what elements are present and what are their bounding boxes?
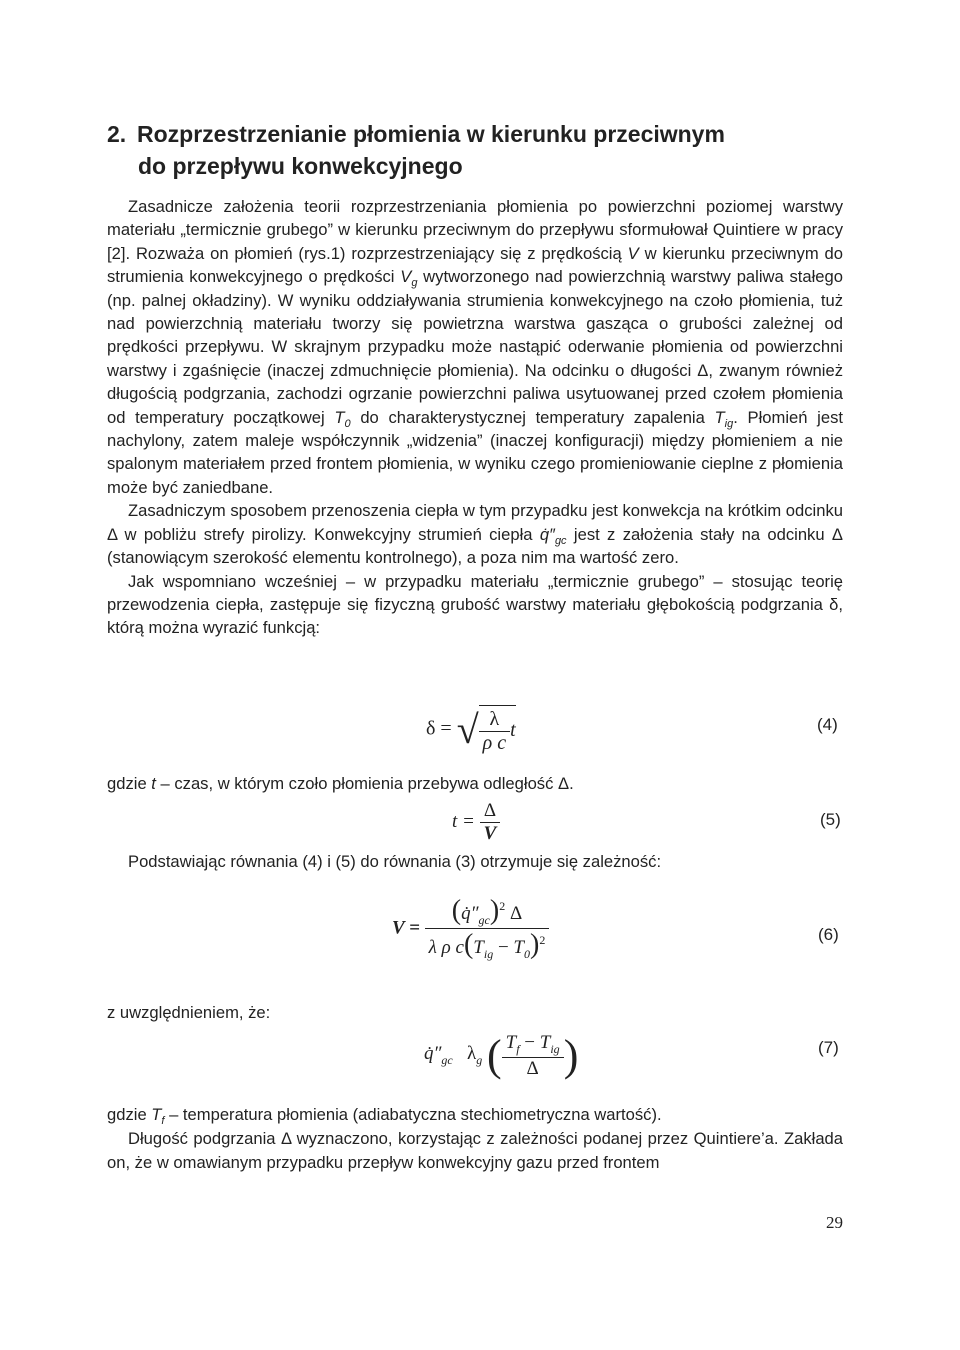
eq6-denominator: λ ρ $c(T_{ig} - T_0)^2$ [425,928,550,962]
eq6-den-pow: 2 [539,933,546,947]
var-q-sub: gc [554,534,567,547]
p1-text-b: w kierunku przeciwnym do strumienia konwekcyjnego o prędkości [107,243,844,287]
eq7-Tf-sub: f [516,1041,520,1056]
text-after-eq4 [107,772,574,795]
p2-text-b: jest z założenia stały na odcinku Δ (stanowiącym szerokość elementu kontrolnego), a poza nim ma wartość zero. [107,524,843,568]
text-after-eq7 [107,1103,843,1127]
bottom-text [107,1103,843,1174]
eq7-minus: − [519,1031,540,1053]
var-T0-sub: 0 [344,417,351,430]
equation-7: $q̇''_{gc}$ $\lambda_g$ ( $\frac{T_f - T_{ig}}{\Delta}$ ) [424,1031,579,1080]
p1-text-e: . Płomień jest nachylony, zatem maleje współczynnik „widzenia” (inaczej konfiguracji) między płomieniem a nie spalonym materiałem przed frontem płomienia, w wyniku czego promieniowanie cieplne z płomienia może być zaniedbane. [107,407,843,497]
page-number: 29 [826,1213,843,1232]
text-before-eq6: Podstawiając równania (4) i (5) do równania (3) otrzymuje się zależność: [128,852,662,871]
eq6-den-a: λ ρ c [428,937,464,958]
eq6-q-pow: 2 [499,899,506,913]
text-before-eq7: z uwzględnieniem, że: [107,1003,271,1022]
eq5-frac [480,800,501,845]
section-heading [107,118,847,182]
eq4-tail: t [510,719,516,742]
var-Vg-sub: g [411,277,418,290]
eq6-T0: T [513,937,524,958]
eq5-lhs: t = [452,810,475,832]
p2-text-a: Zasadniczym sposobem przenoszenia ciepła w tym przypadku jest konwekcja na krótkim odcinku Δ w pobliżu strefy pirolizy. Konwekcyjny strumień ciepła [107,501,843,544]
p1-text-c: wytworzonego nad powierzchnią warstwy paliwa stałego (np. palnej okładziny). W wyniku oddziaływania strumienia konwekcyjnego na czoło płomienia, tuż nad powierzchnią materiału tworzy się powietrzna warstwa gasząca o grubości zależnej od prędkości przepływu. W skrajnym przypadku może nastąpić oderwanie płomienia od powierzchni warstwy i zgaśnięcie (inaczej zdmuchnięcie płomienia). Na odcinku o długości Δ, zwanym również długością podgrzania, zachodzi ogrzanie powierzchni paliwa usytuowanej przed czołem płomienia od temperatury początkowej [107,267,843,427]
eq7-q-sub: gc [441,1053,453,1067]
eq6-q-sub: gc [478,913,490,927]
eq6-numerator: $(q̇''_{gc})^2$ Δ [451,895,523,927]
var-Tig: T [714,407,725,427]
var-Tig-sub: ig [724,417,734,430]
after-eq4-a: gdzie [107,774,152,793]
eq7-frac [502,1032,564,1080]
equation-5 [452,800,500,845]
eq7-lambda: λ [467,1043,477,1064]
paragraph-2 [107,499,843,569]
var-q: q̇″ [539,524,555,544]
eq5-number: (5) [820,810,841,829]
eq7-den: Δ [502,1057,564,1080]
var-Vg: V [400,267,412,287]
eq4-number: (4) [817,715,838,734]
eq7-number: (7) [818,1038,839,1057]
sqrt-body [479,705,516,755]
eq6-frac [425,895,550,962]
eq6-lhs: V = [392,917,420,939]
after-eq7-b: – temperatura płomienia (adiabatyczna stechiometryczna wartość). [164,1105,662,1124]
eq7-q: q̇″ [424,1043,442,1064]
section-title-line1: Rozprzestrzenianie płomienia w kierunku przeciwnym [137,121,725,147]
var-T0: T [334,407,345,427]
sqrt-sign-icon: √ [456,707,479,752]
eq6-q: q̇″ [461,903,479,924]
eq4-den: ρ c [479,731,510,755]
after-eq7-T: T [151,1105,162,1124]
eq7-Tf: T [505,1031,517,1053]
eq4-frac [479,708,510,755]
eq6-minus: − [493,937,514,958]
section-title-line2: do przepływu konwekcyjnego [138,153,463,179]
paragraph-last: Długość podgrzania Δ wyznaczono, korzystając z zależności podanej przez Quintiere’a. Zakłada on, że w omawianym przypadku przepływ konwekcyjny gazu przed frontem [107,1128,843,1172]
eq6-Tig: T [473,937,484,958]
eq4-lhs: δ = [426,717,452,740]
var-V: V [627,243,639,263]
eq6-number: (6) [818,925,839,944]
after-eq7-sub: f [161,1115,165,1127]
eq7-num [502,1032,564,1057]
after-eq4-b: – czas, w którym czoło płomienia przebywa odległość Δ. [155,774,574,793]
after-eq7-a: gdzie [107,1105,152,1124]
section-number: 2. [107,121,127,147]
paragraph-1 [107,195,843,499]
eq7-Tig: T [539,1031,551,1053]
p1-text-d: do charakterystycznej temperatury zapalenia [350,407,715,427]
after-eq4-t: t [151,774,156,793]
body-text [107,195,843,640]
eq6-T0-sub: 0 [524,947,530,961]
equation-6 [392,895,549,962]
equation-4 [426,705,516,755]
eq7-Tig-sub: ig [550,1041,560,1056]
eq5-den: V [480,822,501,845]
eq6-Tig-sub: ig [483,947,494,961]
eq5-num: Δ [483,800,497,821]
paragraph-3: Jak wspomniano wcześniej – w przypadku materiału „termicznie grubego” – stosując teorię przewodzenia ciepła, zastępuje się fizyczną grubość warstwy materiału głębokością podgrzania δ, którą można wyrazić funkcją: [107,571,843,638]
eq4-num: λ [489,708,500,730]
eq7-lambda-sub: g [476,1053,483,1067]
eq6-delta: Δ [509,903,523,924]
p1-text-a: Zasadnicze założenia teorii rozprzestrzeniania płomienia po powierzchni poziomej warstwy materiału „termicznie grubego” w kierunku przeciwnym do przepływu sformułował Quintiere w pracy [2]. Rozważa on płomień (rys.1) rozprzestrzeniający się z prędkością [107,197,843,263]
